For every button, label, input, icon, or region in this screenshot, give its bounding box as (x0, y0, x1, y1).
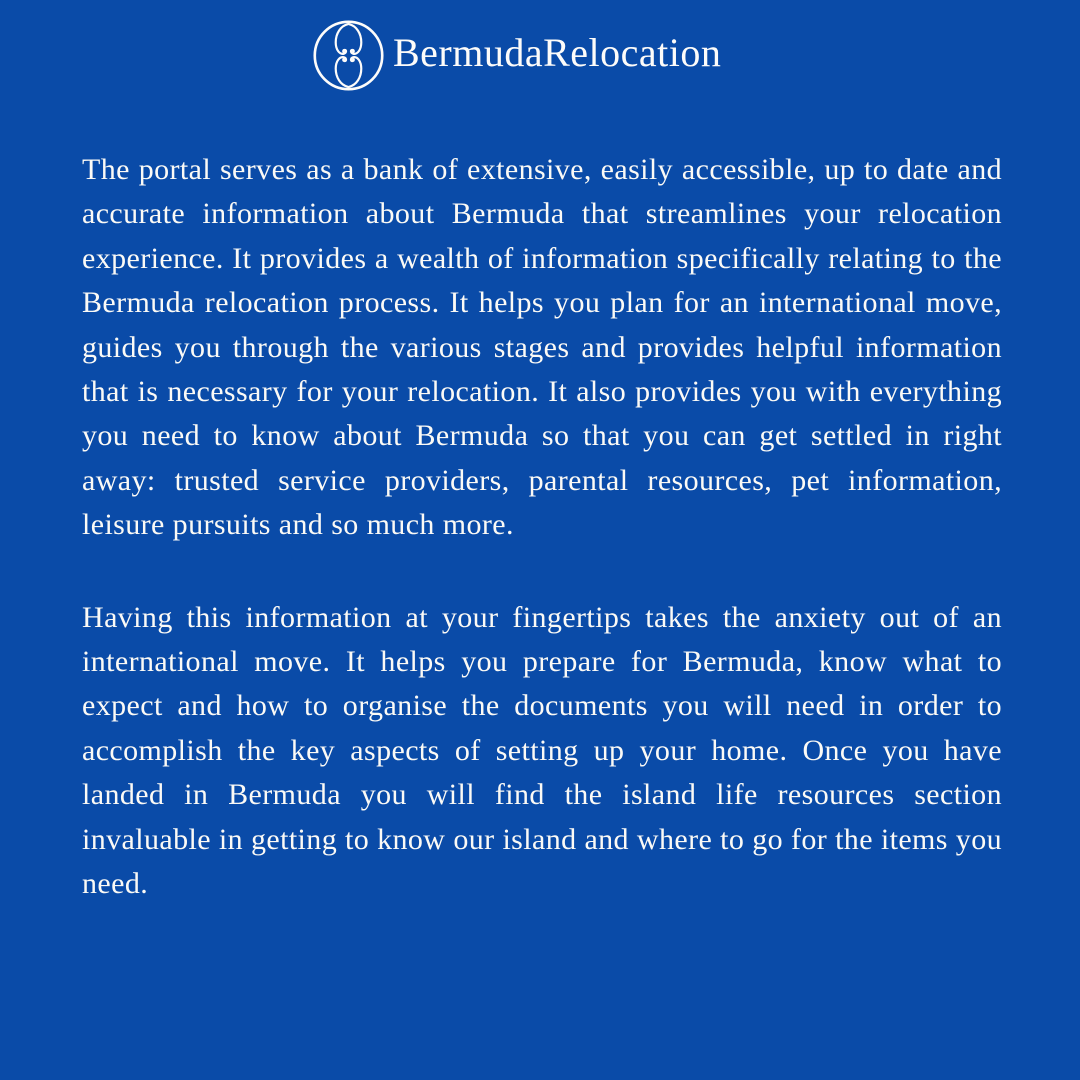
paragraph-portal-overview: The portal serves as a bank of extensive, easily accessible, up to date and accurate information about Bermuda that streamlines your relocation experience. It provides a wealth of information specifically relating to the Bermuda relocation process. It helps you plan for an international move, guides you through the various stages and provides helpful information that is necessary for your relocation. It also provides you with everything you need to know about Bermuda so that you can get settled in right away: trusted service providers, parental resources, pet information, leisure pursuits and so much more. (82, 153, 1002, 542)
bermuda-relocation-logo-icon (312, 19, 385, 92)
body-text (82, 148, 1002, 907)
paragraph-fingertips-benefits: Having this information at your fingertips takes the anxiety out of an international move. It helps you prepare for Bermuda, know what to expect and how to organise the documents you will need in order to accomplish the key aspects of setting up your home. Once you have landed in Bermuda you will find the island life resources section invaluable in getting to know our island and where to go for the items you need. (82, 600, 1002, 901)
brand-name: BermudaRelocation (393, 30, 722, 75)
brand-header (312, 17, 721, 93)
